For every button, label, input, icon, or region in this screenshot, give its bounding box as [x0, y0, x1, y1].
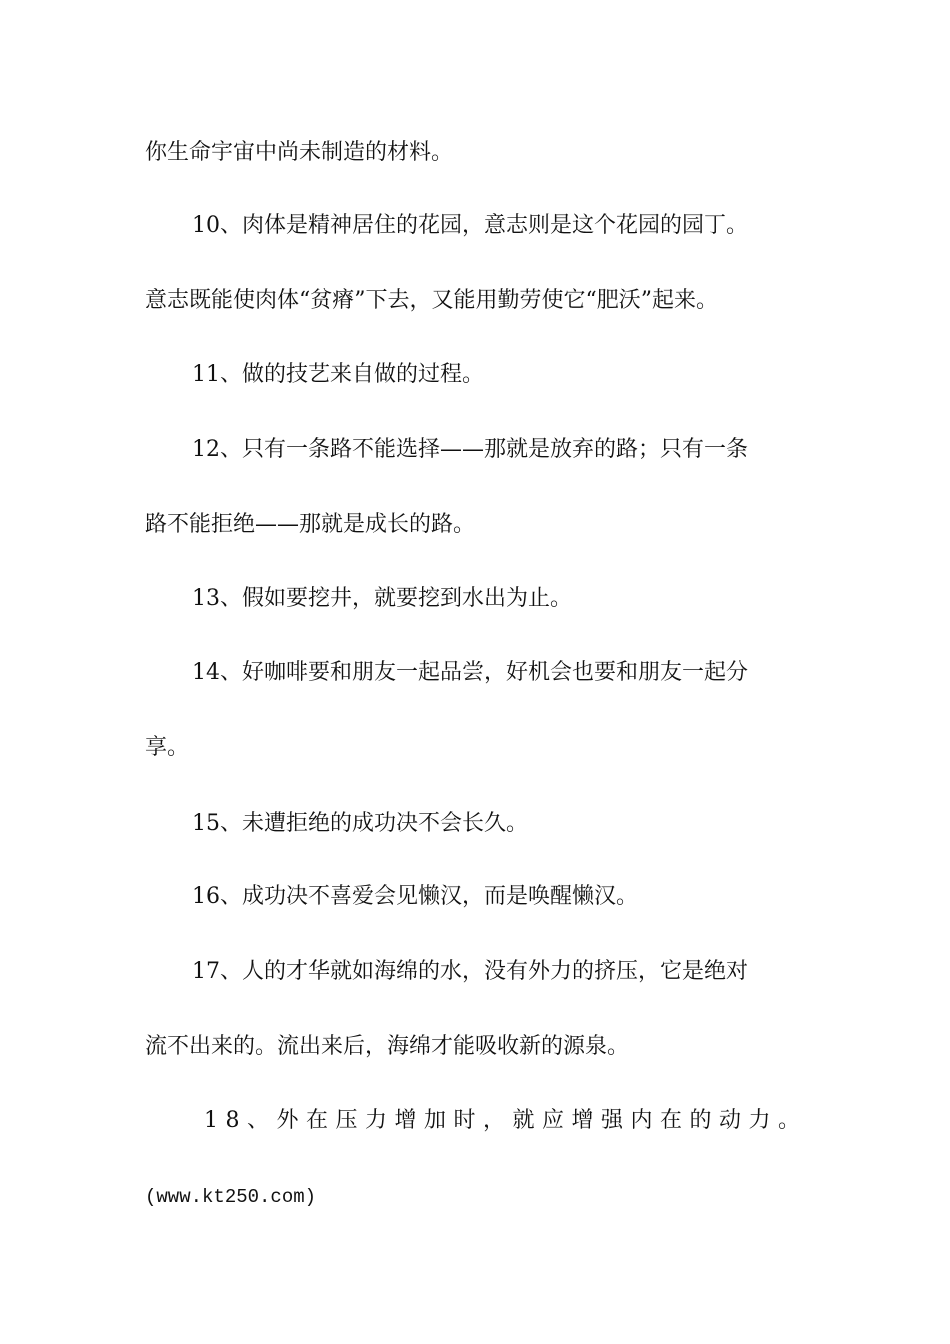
- source-url: (www.kt250.com): [145, 1186, 317, 1208]
- text-line: 10、肉体是精神居住的花园，意志则是这个花园的园丁。: [192, 213, 748, 238]
- text-line: 你生命宇宙中尚未制造的材料。: [145, 140, 454, 165]
- text-line: 流不出来的。流出来后，海绵才能吸收新的源泉。: [145, 1034, 630, 1059]
- text-line: 13、假如要挖井，就要挖到水出为止。: [192, 586, 572, 611]
- text-line: 11、做的技艺来自做的过程。: [192, 362, 484, 387]
- text-line: 路不能拒绝——那就是成长的路。: [145, 512, 476, 537]
- text-line: 15、未遭拒绝的成功决不会长久。: [192, 811, 528, 836]
- text-line: 17、人的才华就如海绵的水，没有外力的挤压，它是绝对: [192, 959, 748, 984]
- text-line: 16、成功决不喜爱会见懒汉，而是唤醒懒汉。: [192, 884, 638, 909]
- text-line: 意志既能使肉体“贫瘠”下去，又能用勤劳使它“肥沃”起来。: [145, 288, 718, 313]
- text-line: 18、外在压力增加时，就应增强内在的动力。: [204, 1108, 808, 1133]
- text-line: 12、只有一条路不能选择——那就是放弃的路；只有一条: [192, 437, 748, 462]
- text-line: 享。: [145, 735, 190, 760]
- text-line: 14、好咖啡要和朋友一起品尝，好机会也要和朋友一起分: [192, 660, 748, 685]
